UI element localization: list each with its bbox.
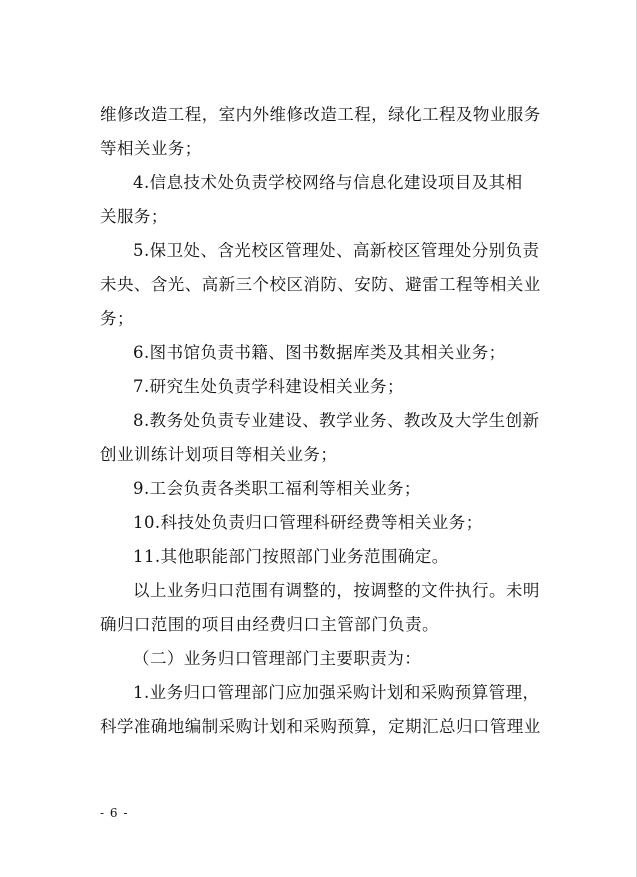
paragraph-line: 8.教务处负责专业建设、教学业务、教改及大学生创新 [133, 411, 540, 430]
paragraph-line: 等相关业务； [100, 139, 202, 158]
paragraph-line: 未央、含光、高新三个校区消防、安防、避雷工程等相关业 [100, 275, 541, 294]
page-number: - 6 - [100, 806, 129, 820]
paragraph-line: 创业训练计划项目等相关业务； [100, 445, 338, 464]
paragraph-line: 科学准确地编制采购计划和采购预算，定期汇总归口管理业 [100, 717, 541, 736]
section-heading: （二）业务归口管理部门主要职责为： [133, 649, 422, 668]
paragraph-line: 关服务； [100, 207, 168, 226]
paragraph-line: 维修改造工程，室内外维修改造工程，绿化工程及物业服务 [100, 105, 541, 124]
paragraph-line: 10.科技处负责归口管理科研经费等相关业务； [133, 513, 483, 532]
paragraph-line: 9.工会负责各类职工福利等相关业务； [133, 479, 421, 498]
paragraph-line: 务； [100, 309, 134, 328]
paragraph-line: 7.研究生处负责学科建设相关业务； [133, 377, 404, 396]
paragraph-line: 5.保卫处、含光校区管理处、高新校区管理处分别负责 [133, 241, 540, 260]
paragraph-line: 1.业务归口管理部门应加强采购计划和采购预算管理， [133, 683, 540, 702]
document-body [100, 98, 540, 744]
paragraph-line: 11.其他职能部门按照部门业务范围确定。 [133, 547, 449, 566]
paragraph-line: 4.信息技术处负责学校网络与信息化建设项目及其相 [133, 173, 523, 192]
paragraph-line: 确归口范围的项目由经费归口主管部门负责。 [100, 615, 439, 634]
paragraph-line: 以上业务归口范围有调整的，按调整的文件执行。未明 [133, 581, 540, 600]
paragraph-line: 6.图书馆负责书籍、图书数据库类及其相关业务； [133, 343, 506, 362]
